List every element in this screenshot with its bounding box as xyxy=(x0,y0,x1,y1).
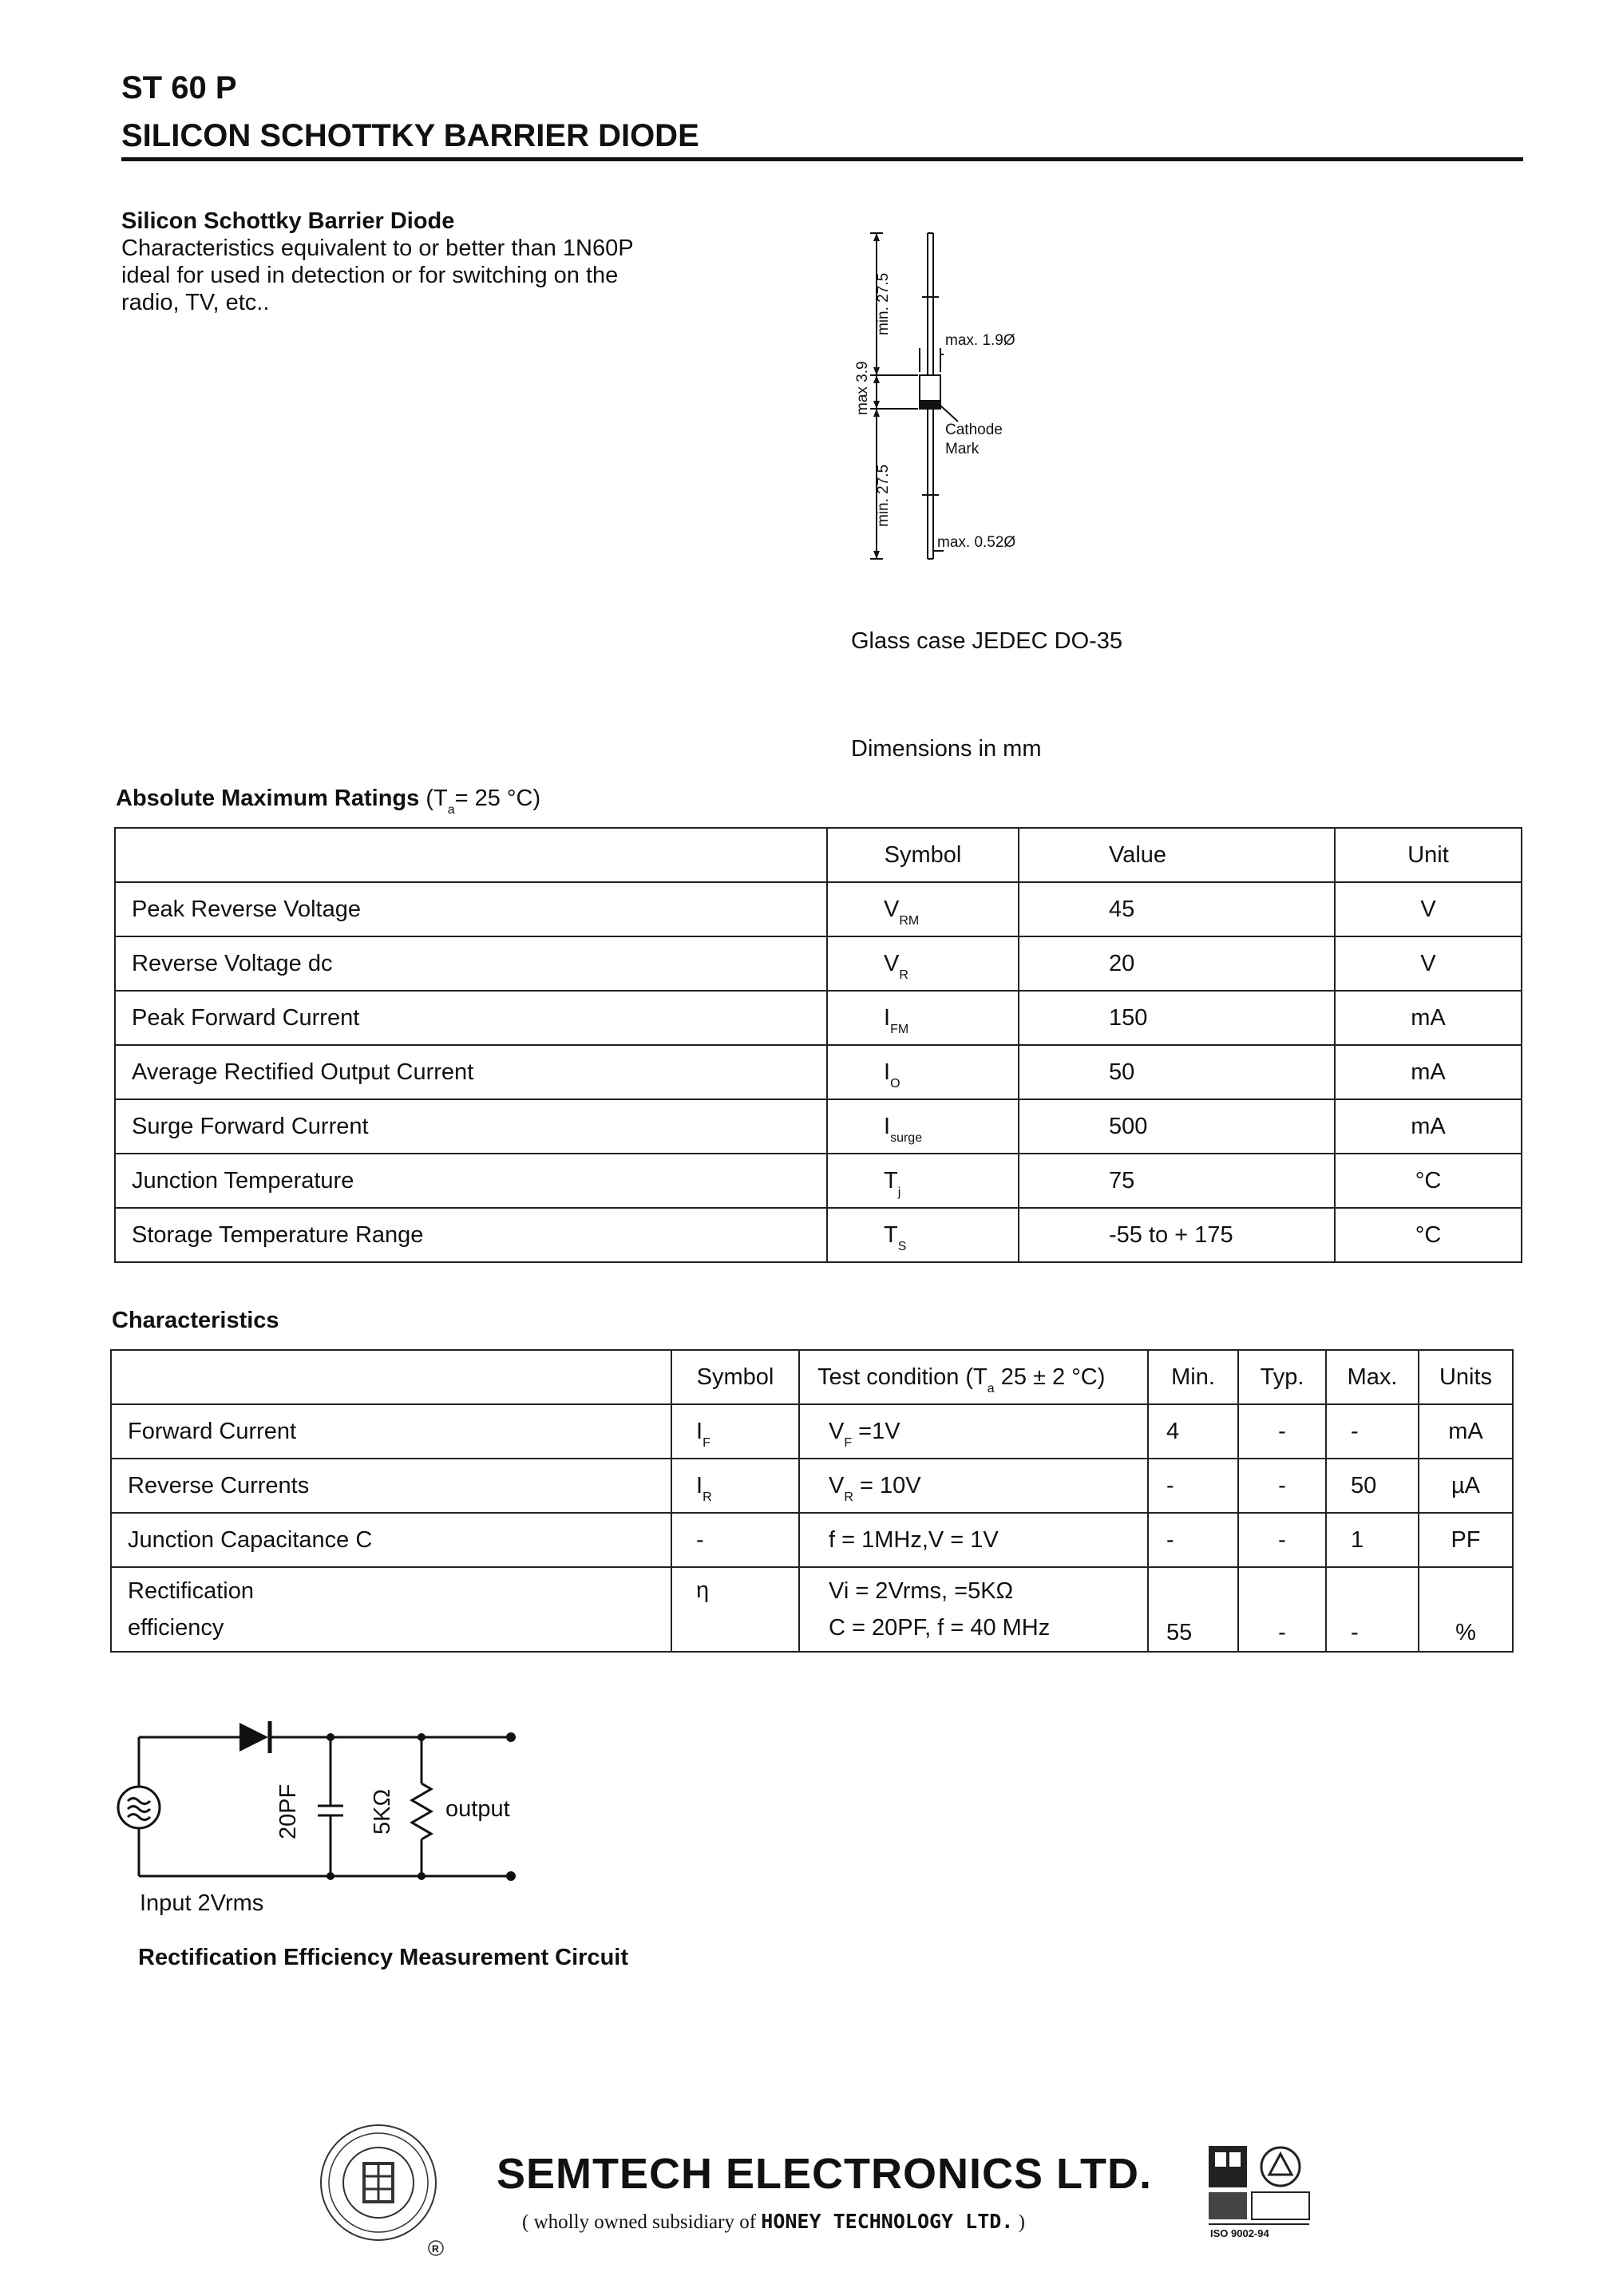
char-symbol xyxy=(671,1513,799,1567)
table-row xyxy=(111,1459,1513,1513)
char-header-test-sub: a xyxy=(987,1381,995,1395)
char-max: - xyxy=(1326,1567,1419,1652)
cathode-label-1: Cathode xyxy=(945,422,1003,438)
part-number: ST 60 P xyxy=(121,70,237,105)
char-min: - xyxy=(1148,1513,1238,1567)
table-row xyxy=(115,1208,1522,1262)
char-condition xyxy=(799,1404,1148,1459)
rating-symbol-main: I xyxy=(884,1059,891,1085)
rating-symbol xyxy=(827,1208,1019,1262)
rating-symbol-main: T xyxy=(884,1221,898,1248)
char-header-test-condition xyxy=(799,1350,1148,1404)
characteristics-table xyxy=(110,1349,1514,1653)
char-typ: - xyxy=(1238,1459,1326,1513)
char-typ: - xyxy=(1238,1513,1326,1567)
char-condition-line-1: Vi = 2Vrms, =5KΩ xyxy=(829,1578,1014,1604)
char-condition-line-2: C = 20PF, f = 40 MHz xyxy=(829,1615,1051,1641)
rating-value-text: 20 xyxy=(1109,950,1135,976)
intro-line-3: radio, TV, etc.. xyxy=(121,290,270,315)
ratings-header-value xyxy=(1019,828,1335,882)
char-min: - xyxy=(1148,1459,1238,1513)
rating-symbol-main: V xyxy=(884,896,900,922)
table-row xyxy=(115,936,1522,991)
circuit-caption: Rectification Efficiency Measurement Circuit xyxy=(138,1945,628,1970)
char-header-row xyxy=(111,1350,1513,1404)
rating-value xyxy=(1019,936,1335,991)
characteristics-heading: Characteristics xyxy=(112,1308,279,1333)
ratings-header-row xyxy=(115,828,1522,882)
rating-param: Peak Reverse Voltage xyxy=(115,882,827,936)
char-param: Junction Capacitance C xyxy=(111,1513,671,1567)
rating-value-text: 500 xyxy=(1109,1113,1148,1139)
rating-symbol xyxy=(827,936,1019,991)
rating-symbol-main: V xyxy=(884,950,900,976)
rating-value xyxy=(1019,1208,1335,1262)
dimensions-note: Dimensions in mm xyxy=(851,736,1042,762)
char-condition-sub: R xyxy=(844,1490,853,1504)
ratings-header-parameter xyxy=(115,828,827,882)
cathode-label-2: Mark xyxy=(945,441,980,457)
measurement-circuit xyxy=(112,1708,559,1916)
rating-symbol-sub: O xyxy=(890,1076,900,1091)
table-row xyxy=(115,882,1522,936)
char-param-line-1: Rectification xyxy=(128,1578,254,1604)
rating-unit: °C xyxy=(1335,1154,1522,1208)
capacitor-label: 20PF xyxy=(275,1783,301,1839)
char-unit: µA xyxy=(1419,1459,1513,1513)
input-label: Input 2Vrms xyxy=(140,1890,264,1916)
char-symbol-main: - xyxy=(696,1526,704,1553)
rating-symbol-main: I xyxy=(884,1004,891,1031)
package-drawing xyxy=(838,224,1078,575)
company-seal-logo xyxy=(318,2122,453,2259)
title-underline xyxy=(121,157,1523,161)
rating-symbol-main: I xyxy=(884,1113,891,1139)
char-symbol: η xyxy=(671,1567,799,1652)
ratings-header-symbol: Symbol xyxy=(827,828,1019,882)
ratings-header-value-text: Value xyxy=(1109,841,1167,868)
rating-symbol xyxy=(827,1099,1019,1154)
company-name: SEMTECH ELECTRONICS LTD. xyxy=(497,2150,1153,2198)
rating-symbol-sub: S xyxy=(897,1239,907,1253)
rating-param: Storage Temperature Range xyxy=(115,1208,827,1262)
rating-value-text: 150 xyxy=(1109,1004,1148,1031)
char-header-typ: Typ. xyxy=(1238,1350,1326,1404)
rating-unit: °C xyxy=(1335,1208,1522,1262)
diode-symbol xyxy=(239,1723,268,1752)
rating-value-text: -55 to + 175 xyxy=(1109,1221,1233,1248)
rating-param: Peak Forward Current xyxy=(115,991,827,1045)
char-param: Reverse Currents xyxy=(111,1459,671,1513)
table-row xyxy=(115,1154,1522,1208)
char-max: 1 xyxy=(1326,1513,1419,1567)
char-symbol-main: I xyxy=(696,1472,703,1498)
ratings-condition-sub: a xyxy=(447,803,455,817)
rating-symbol xyxy=(827,1045,1019,1099)
rating-symbol xyxy=(827,1154,1019,1208)
table-row xyxy=(111,1404,1513,1459)
rating-unit: V xyxy=(1335,882,1522,936)
char-max: - xyxy=(1326,1404,1419,1459)
rating-value xyxy=(1019,991,1335,1045)
rating-param: Junction Temperature xyxy=(115,1154,827,1208)
char-typ: - xyxy=(1238,1404,1326,1459)
iso-certification-logo xyxy=(1205,2143,1312,2247)
char-condition xyxy=(799,1459,1148,1513)
subsidiary-suffix: ) xyxy=(1018,2211,1025,2233)
char-symbol xyxy=(671,1404,799,1459)
char-min: 55 xyxy=(1148,1567,1238,1652)
char-param: Forward Current xyxy=(111,1404,671,1459)
rating-symbol xyxy=(827,882,1019,936)
char-unit: mA xyxy=(1419,1404,1513,1459)
rating-value xyxy=(1019,1099,1335,1154)
char-condition-rest: f = 1MHz,V = 1V xyxy=(829,1526,999,1553)
body-diameter-dimension: max. 1.9Ø xyxy=(945,332,1015,349)
table-row xyxy=(111,1513,1513,1567)
rating-symbol-sub: surge xyxy=(890,1130,923,1145)
rating-value-text: 45 xyxy=(1109,896,1135,922)
char-typ: - xyxy=(1238,1567,1326,1652)
output-label: output xyxy=(445,1796,510,1822)
char-param-line-2: efficiency xyxy=(128,1615,224,1641)
rating-value xyxy=(1019,882,1335,936)
char-condition-sym: V xyxy=(829,1418,845,1444)
char-symbol-sub: R xyxy=(703,1490,712,1504)
char-param xyxy=(111,1567,671,1652)
rating-symbol xyxy=(827,991,1019,1045)
body-length-dimension: max 3.9 xyxy=(854,361,871,415)
svg-text:R: R xyxy=(432,2243,439,2254)
parent-company: HONEY TECHNOLOGY LTD. xyxy=(761,2210,1014,2233)
ratings-heading xyxy=(116,786,541,817)
char-condition-sub: F xyxy=(844,1435,853,1450)
char-condition-sym: V xyxy=(829,1472,845,1498)
char-condition xyxy=(799,1513,1148,1567)
ratings-header-unit: Unit xyxy=(1335,828,1522,882)
rating-symbol-sub: RM xyxy=(899,913,920,928)
char-header-units: Units xyxy=(1419,1350,1513,1404)
rating-param: Reverse Voltage dc xyxy=(115,936,827,991)
char-symbol-sub: F xyxy=(703,1435,710,1450)
rating-symbol-sub: R xyxy=(899,968,908,982)
ratings-condition-prefix: (T xyxy=(425,786,448,811)
iso-label: ISO 9002-94 xyxy=(1210,2227,1269,2239)
table-row xyxy=(111,1567,1513,1652)
ratings-table xyxy=(114,827,1522,1263)
resistor-label: 5KΩ xyxy=(370,1788,395,1835)
page-title: SILICON SCHOTTKY BARRIER DIODE xyxy=(121,118,699,153)
rating-symbol-sub: FM xyxy=(890,1022,909,1036)
char-header-min: Min. xyxy=(1148,1350,1238,1404)
char-condition-rest: =1V xyxy=(852,1418,900,1444)
ratings-heading-text: Absolute Maximum Ratings xyxy=(116,786,420,811)
rating-symbol-main: T xyxy=(884,1167,898,1194)
char-unit: % xyxy=(1419,1567,1513,1652)
char-symbol-main: I xyxy=(696,1418,703,1444)
subsidiary-line xyxy=(522,2210,1025,2234)
char-symbol xyxy=(671,1459,799,1513)
rating-unit: mA xyxy=(1335,1099,1522,1154)
case-label: Glass case JEDEC DO-35 xyxy=(851,628,1123,654)
char-header-symbol: Symbol xyxy=(671,1350,799,1404)
char-header-test-suffix: 25 ± 2 °C) xyxy=(994,1364,1106,1390)
table-row xyxy=(115,991,1522,1045)
rating-value-text: 50 xyxy=(1109,1059,1135,1085)
lead-top-dimension: min. 27.5 xyxy=(875,272,892,335)
intro-text xyxy=(121,208,634,316)
intro-line-2: ideal for used in detection or for switching on the xyxy=(121,263,619,288)
rating-unit: mA xyxy=(1335,1045,1522,1099)
char-header-test-prefix: Test condition (T xyxy=(817,1364,988,1390)
lead-diameter-dimension: max. 0.52Ø xyxy=(937,534,1016,551)
table-row xyxy=(115,1099,1522,1154)
rating-unit: mA xyxy=(1335,991,1522,1045)
intro-line-1: Characteristics equivalent to or better than 1N60P xyxy=(121,236,634,261)
rating-value-text: 75 xyxy=(1109,1167,1135,1194)
ratings-condition-suffix: = 25 °C) xyxy=(454,786,541,811)
char-header-parameter xyxy=(111,1350,671,1404)
rating-value xyxy=(1019,1154,1335,1208)
lead-bottom-dimension: min. 27.5 xyxy=(875,464,892,527)
rating-param: Average Rectified Output Current xyxy=(115,1045,827,1099)
char-unit: PF xyxy=(1419,1513,1513,1567)
table-row xyxy=(115,1045,1522,1099)
char-header-max: Max. xyxy=(1326,1350,1419,1404)
rating-unit: V xyxy=(1335,936,1522,991)
char-condition xyxy=(799,1567,1148,1652)
char-max: 50 xyxy=(1326,1459,1419,1513)
char-min: 4 xyxy=(1148,1404,1238,1459)
rating-value xyxy=(1019,1045,1335,1099)
rating-symbol-sub: j xyxy=(897,1185,901,1199)
rating-param: Surge Forward Current xyxy=(115,1099,827,1154)
char-condition-rest: = 10V xyxy=(853,1472,921,1498)
intro-heading: Silicon Schottky Barrier Diode xyxy=(121,208,455,234)
subsidiary-prefix: ( wholly owned subsidiary of xyxy=(522,2211,757,2233)
